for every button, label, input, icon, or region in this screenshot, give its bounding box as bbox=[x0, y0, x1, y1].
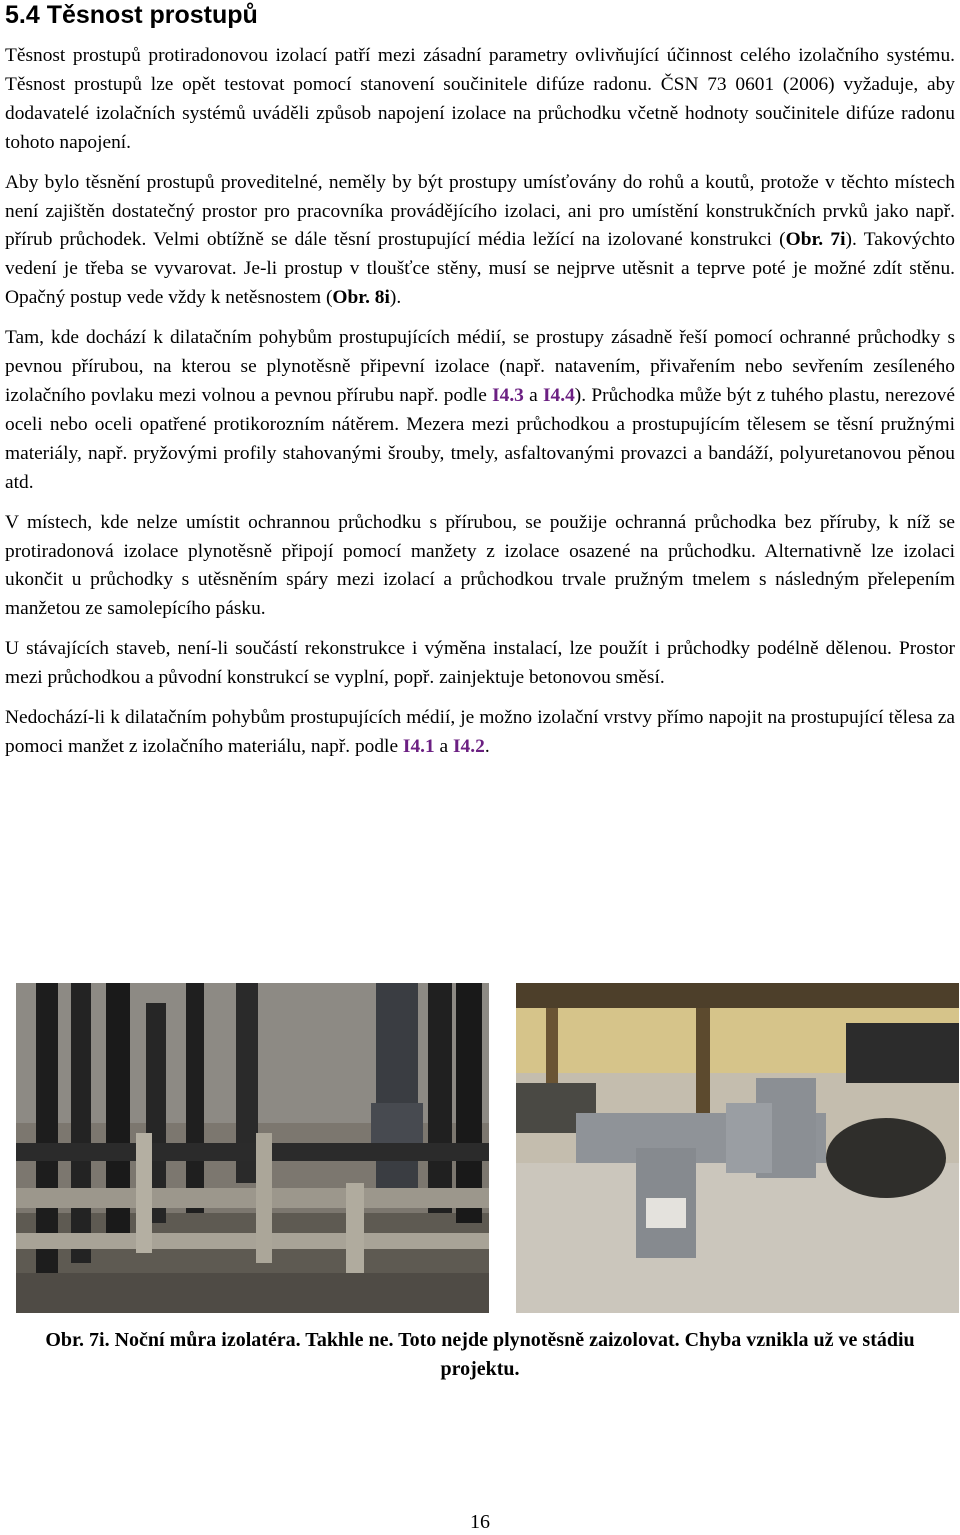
body-text bbox=[5, 42, 955, 773]
paragraph-4: V místech, kde nelze umístit ochrannou průchodku s přírubou, se použije ochranná průchodka bez příruby, k níž se protiradonová izolace plynotěsně připojí pomocí manžety z izolace osazené na průchodku. Alternativně lze izolaci ukončit u průchodky s utěsněním spáry mezi izolací a průchodkou trvale pružným tmelem s následným přelepením manžetou ze samolepícího pásku. bbox=[5, 511, 955, 620]
paragraph-6-text-mid: a bbox=[434, 735, 454, 757]
paragraph-3-text-b: ). Průchodka může být z tuhého plastu, nerezové oceli nebo oceli opatřené protikorozním nátěrem. Mezera mezi průchodkou a prostupujícím tělesem se těsní pružnými materiály, např. pryžovými profily stahovanými šrouby, tmely, asfaltovanými provazci a bandáží, polyuretanovou pěnou atd. bbox=[5, 384, 955, 493]
link-i4-4[interactable]: I4.4 bbox=[542, 384, 575, 406]
section-title: 5.4 Těsnost prostupů bbox=[5, 1, 258, 29]
link-i4-2[interactable]: I4.2 bbox=[453, 735, 485, 757]
paragraph-2-text-b: ). Takovýchto vedení je třeba se vyvarovat. Je-li prostup v tloušťce stěny, musí se nejprve utěsnit a teprve poté je možné zdít stěnu. Opačný postup vede vždy k netěsnostem ( bbox=[5, 229, 955, 309]
paragraph-3 bbox=[5, 324, 955, 497]
photo-pipes-on-floor-image bbox=[16, 983, 489, 1313]
photo-pipe-elbow-image bbox=[516, 983, 959, 1313]
paragraph-3-text-a: Tam, kde dochází k dilatačním pohybům prostupujících médií, se prostupy zásadně řeší pomocí ochranné průchodky s pevnou přírubou, na kterou se plynotěsně připevní izolace (např. natavením, přivařením nebo sevřením zesíleného izolačního povlaku mezi volnou a pevnou přírubu např. podle bbox=[5, 327, 955, 406]
figure-caption: Obr. 7i. Noční můra izolatéra. Takhle ne. Toto nejde plynotěsně zaizolovat. Chyba vznikla už ve stádiu projektu. bbox=[45, 1329, 915, 1380]
paragraph-6-text-a: Nedochází-li k dilatačním pohybům prostupujících médií, je možno izolační vrstvy přímo napojit na prostupující tělesa za pomoci manžet z izolačního materiálu, např. podle bbox=[5, 707, 955, 757]
paragraph-5: U stávajících staveb, není-li součástí rekonstrukce i výměna instalací, lze použít i průchodky podélně dělenou. Prostor mezi průchodkou a původní konstrukcí se vyplní, popř. zainjektuje betonovou směsí. bbox=[5, 638, 955, 689]
paragraph-3-text-mid: a bbox=[523, 384, 543, 406]
figure-ref-obr-8i[interactable]: Obr. 8i bbox=[332, 287, 390, 309]
paragraph-2-text-a: Aby bylo těsnění prostupů proveditelné, neměly by být prostupy umísťovány do rohů a koutů, protože v těchto místech není zajištěn dostatečný prostor pro pracovníka provádějícího izolaci, ani pro umístění konstrukčních prvků jako např. přírub průchodek. Velmi obtížně se dále těsní prostupující média ležící na izolované konstrukci ( bbox=[5, 171, 955, 251]
paragraph-2-text-c: ). bbox=[389, 287, 402, 309]
link-i4-3[interactable]: I4.3 bbox=[492, 384, 524, 406]
paragraph-6 bbox=[5, 704, 955, 762]
figure-ref-obr-7i[interactable]: Obr. 7i bbox=[785, 229, 846, 251]
paragraph-1: Těsnost prostupů protiradonovou izolací patří mezi zásadní parametry ovlivňující účinnost celého izolačního systému. Těsnost prostupů lze opět testovat pomocí stanovení součinitele difúze radonu. ČSN 73 0601 (2006) vyžaduje, aby dodavatelé izolačních systémů uváděli způsob napojení izolace na průchodku včetně hodnoty součinitele difúze radonu tohoto napojení. bbox=[5, 45, 955, 153]
paragraph-6-text-b: . bbox=[484, 735, 490, 757]
link-i4-1[interactable]: I4.1 bbox=[402, 735, 435, 757]
page-number: 16 bbox=[470, 1511, 490, 1533]
paragraph-2 bbox=[5, 169, 955, 314]
photo-pipes-on-floor bbox=[16, 983, 489, 1313]
photo-pipe-elbow bbox=[516, 983, 959, 1313]
